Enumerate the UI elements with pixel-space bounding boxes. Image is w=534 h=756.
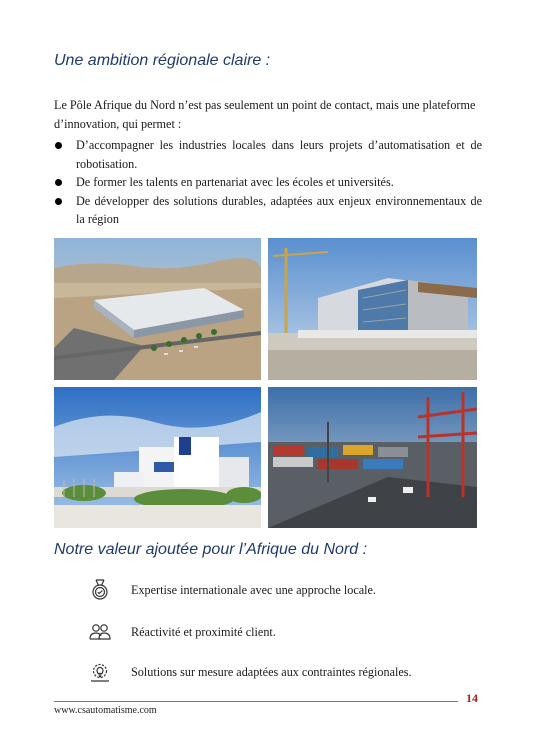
bullet-dot-icon: [55, 179, 62, 186]
list-item: De former les talents en partenariat avec les écoles et universités.: [54, 173, 482, 192]
value-text: Expertise internationale avec une approche locale.: [131, 582, 376, 597]
footer-divider: [54, 701, 458, 702]
bullet-dot-icon: [55, 142, 62, 149]
photo-modern-building-crane: [268, 238, 477, 380]
list-item: [88, 578, 376, 602]
list-item: De développer des solutions durables, adaptées aux enjeux environnementaux de la région: [54, 192, 482, 229]
footer-website: www.csautomatisme.com: [54, 705, 157, 716]
photo-white-blue-building: [54, 387, 261, 528]
list-item: [88, 620, 276, 644]
photo-container-port: [268, 387, 477, 528]
medal-check-icon: [88, 578, 112, 602]
section-title-ambition: Une ambition régionale claire :: [54, 52, 271, 69]
intro-paragraph: Le Pôle Afrique du Nord n’est pas seulement un point de contact, mais une plateforme d’innovation, qui permet :: [54, 98, 476, 131]
section-title-added-value: Notre valeur ajoutée pour l’Afrique du Nord :: [54, 541, 368, 558]
photo-aerial-industrial-site: [54, 238, 261, 380]
bullet-dot-icon: [55, 198, 62, 205]
people-group-icon: [88, 620, 112, 644]
ambition-bullet-list: [54, 136, 482, 229]
value-text: Solutions sur mesure adaptées aux contraintes régionales.: [131, 664, 412, 679]
gear-lightbulb-icon: [88, 660, 112, 684]
list-item: [88, 660, 412, 684]
page-number: 14: [466, 691, 478, 705]
list-item: D’accompagner les industries locales dans leurs projets d’automatisation et de robotisation.: [54, 136, 482, 173]
value-text: Réactivité et proximité client.: [131, 624, 276, 639]
